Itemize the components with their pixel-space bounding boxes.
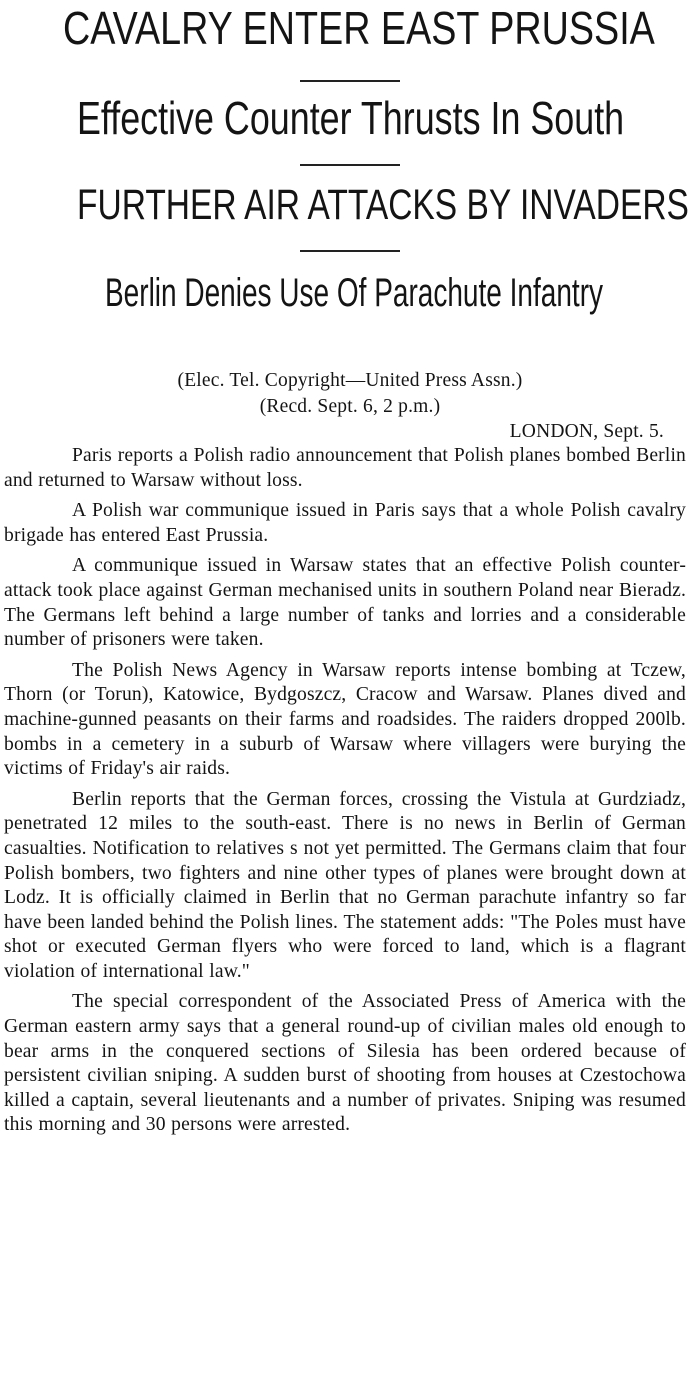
article-paragraph: A communique issued in Warsaw states that an effective Polish counter-attack took place against German mechanised units in southern Poland near Bieradz. The Germans left behind a large number of tanks and lorries and a considerable number of prisoners were taken. bbox=[4, 555, 686, 651]
dateline: LONDON, Sept. 5. bbox=[509, 421, 664, 442]
copyright-credit: (Elec. Tel. Copyright—United Press Assn.) bbox=[177, 370, 523, 391]
article-paragraph: The Polish News Agency in Warsaw reports intense bombing at Tczew, Thorn (or Torun), Katowice, Bydgoszcz, Cracow and Warsaw. Planes dived and machine-gunned peasants on their farms and roadsides. The raiders dropped 200lb. bombs in a cemetery in a suburb of Warsaw where villagers were burying the victims of Friday's air raids. bbox=[4, 659, 686, 780]
article-paragraph: Paris reports a Polish radio announcement that Polish planes bombed Berlin and returned to Warsaw without loss. bbox=[4, 445, 686, 491]
headline-sub-3: Berlin Denies Use Of Parachute Infantry bbox=[105, 271, 604, 315]
article-paragraph: The special correspondent of the Associated Press of America with the German eastern army says that a general round-up of civilian males old enough to bear arms in the conquered sections of Silesia has been ordered because of persistent civilian sniping. A sudden burst of shooting from houses at Czestochowa killed a captain, several lieutenants and a number of privates. Sniping was resumed this morning and 30 persons were arrested. bbox=[4, 991, 686, 1136]
headline-divider bbox=[300, 250, 400, 252]
headline-divider bbox=[300, 164, 400, 166]
headline-sub-1: Effective Counter Thrusts In South bbox=[77, 92, 625, 144]
article-paragraph: A Polish war communique issued in Paris says that a whole Polish cavalry brigade has entered East Prussia. bbox=[4, 500, 686, 546]
headline-main: CAVALRY ENTER EAST PRUSSIA bbox=[63, 2, 655, 54]
received-date: (Recd. Sept. 6, 2 p.m.) bbox=[259, 396, 441, 417]
headline-sub-2: FURTHER AIR ATTACKS BY INVADERS bbox=[77, 181, 689, 229]
headline-divider bbox=[300, 80, 400, 82]
article-paragraph: Berlin reports that the German forces, crossing the Vistula at Gurdziadz, penetrated 12 miles to the south-east. There is no news in Berlin of German casualties. Notification to relatives s not yet permitted. The Germans claim that four Polish bombers, two fighters and nine other types of planes were brought down at Lodz. It is officially claimed in Berlin that no German parachute infantry so far have been landed behind the Polish lines. The statement adds: "The Poles must have shot or executed German flyers who were forced to land, which is a flagrant violation of international law." bbox=[4, 788, 686, 982]
